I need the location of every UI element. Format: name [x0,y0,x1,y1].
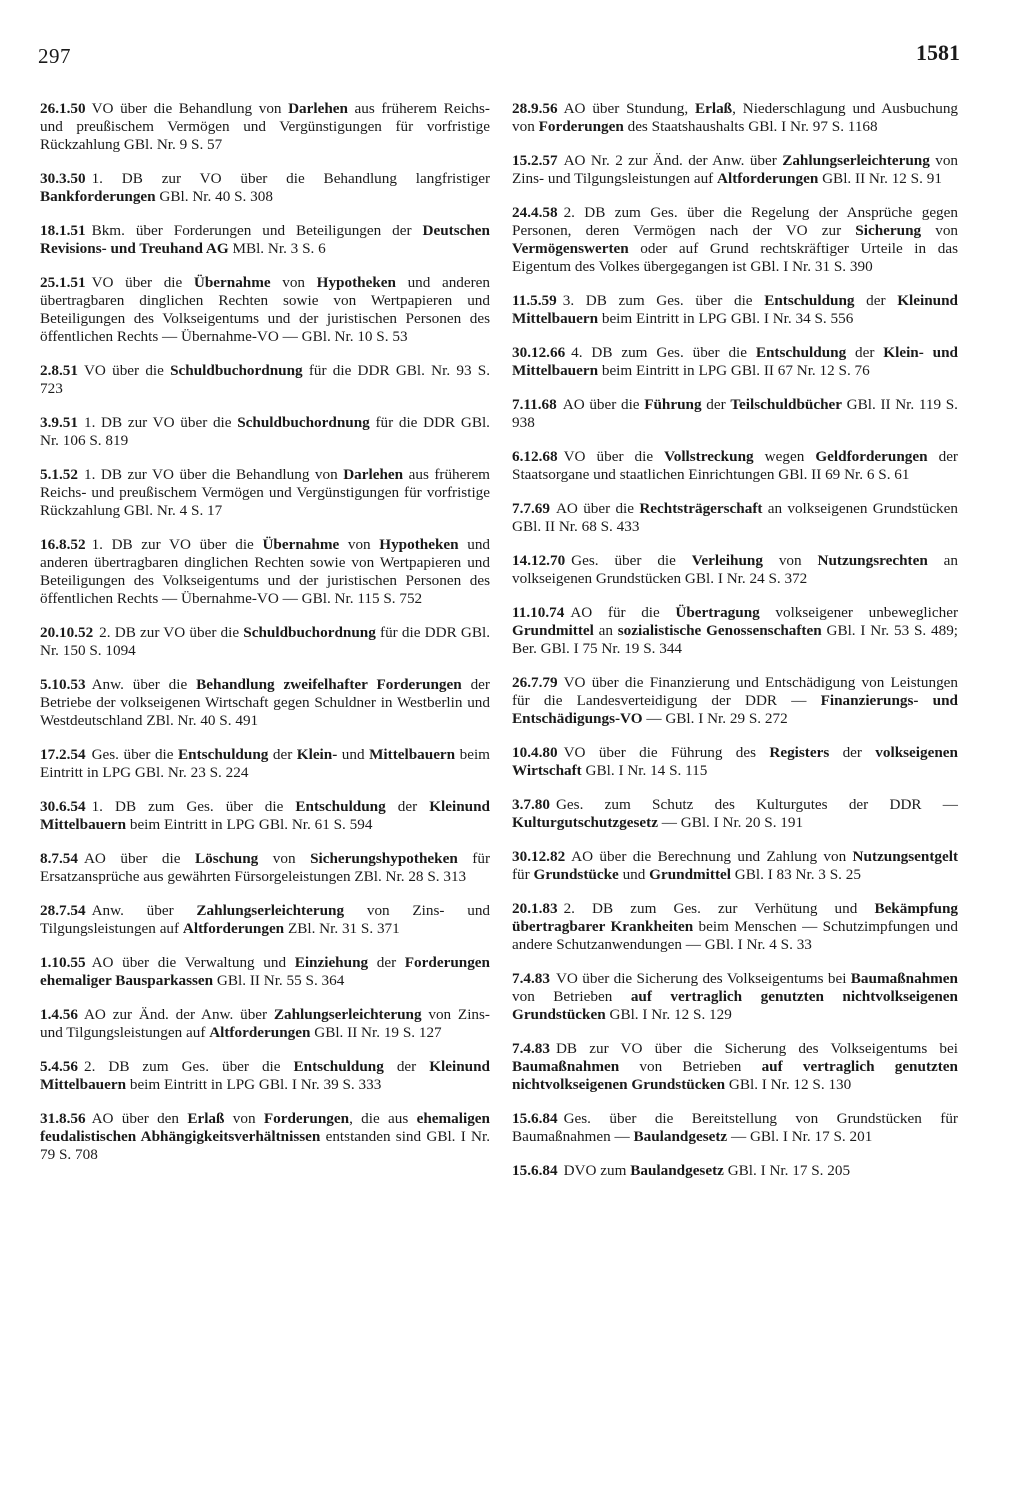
entry-keyword: Forderungen [263,1110,350,1127]
entry-date: 25.1.51 [40,274,86,291]
index-entry [512,100,958,136]
entry-keyword: Baulandgesetz [630,1162,724,1179]
entry-text: AO über Stundung, [563,100,695,117]
entry-keyword: Kleinund Mittelbauern [512,292,958,327]
index-entry [512,500,958,536]
entry-text: , Niederschlagung und Ausbuchung von [512,100,959,135]
entry-keyword: Nutzungsrechten [817,552,928,569]
entry-text: an [593,622,618,639]
entry-text: MBl. Nr. 3 S. 6 [228,240,326,257]
entry-date: 1.4.56 [40,1006,78,1023]
entry-text: und [618,866,650,883]
entry-text: VO über die [83,362,171,379]
entry-date: 7.4.83 [512,1040,550,1057]
index-entry [40,466,490,520]
entry-keyword: Schuldbuchordnung [237,414,370,431]
entry-text: GBl. I Nr. 12 S. 129 [605,1006,732,1023]
index-entry [40,274,490,346]
entry-text: und anderen übertragbaren dinglichen Rechten sowie von Wertpapieren und Beteiligungen des Volkseigentums und der juristischen Personen des öffentlichen Rechts — Übernahme-VO — GBl. Nr. 10 S. 53 [40,274,491,345]
entry-text: und [337,746,370,763]
entry-keyword: Darlehen [343,466,404,483]
entry-text: 3. DB zum Ges. über die [562,292,765,309]
entry-text: VO über die Führung des [563,744,770,761]
index-entry [40,536,490,608]
entry-date: 17.2.54 [40,746,86,763]
entry-keyword: Finanzierungs- und Entschädigungs-VO [512,692,958,727]
entry-keyword: Darlehen [288,100,348,117]
entry-text: 2. DB zur VO über die [99,624,244,641]
index-entry [512,848,958,884]
entry-date: 1.10.55 [40,954,86,971]
entry-date: 31.8.56 [40,1110,86,1127]
index-entry [40,954,490,990]
entry-keyword: Entschuldung [764,292,855,309]
entry-keyword: Klein- und Mittelbauern [512,344,958,379]
index-entry [512,674,958,728]
entry-text: an volkseigenen Grundstücken GBl. II Nr. 68 S. 433 [512,500,958,535]
entry-text: — GBl. I Nr. 29 S. 272 [642,710,788,727]
entry-date: 30.12.66 [512,344,566,361]
entry-keyword: Vollstreckung [664,448,754,465]
entry-keyword: Entschuldung [295,798,386,815]
index-entry [512,152,958,188]
entry-text: der [854,292,898,309]
entry-text: GBl. I Nr. 53 S. 489; Ber. GBl. I 75 Nr. 19 S. 344 [512,622,959,657]
entry-date: 26.7.79 [512,674,558,691]
entry-keyword: Sicherung [855,222,922,239]
entry-text: der Betriebe der volkseigenen Wirtschaft gegen Schuldner in Westberlin und Westdeutschland ZBl. Nr. 40 S. 491 [40,676,490,729]
entry-keyword: Bankforderungen [40,188,156,205]
entry-keyword: Führung [644,396,702,413]
entry-date: 5.4.56 [40,1058,78,1075]
entry-date: 20.1.83 [512,900,558,917]
entry-keyword: Bekämpfung übertragbarer Krankheiten [512,900,958,935]
entry-date: 10.4.80 [512,744,558,761]
entry-text: aus früherem Reichs- und preußischem Vermögen und Vergünstigungen für vorfristige Rückzahlung GBl. Nr. 4 S. 17 [40,466,491,519]
index-entry [40,170,490,206]
entry-text: 1. DB zur VO über die Behandlung langfristiger [91,170,490,187]
entry-date: 28.9.56 [512,100,558,117]
entry-text: Anw. über [91,902,197,919]
entry-keyword: Sicherungshypotheken [310,850,458,867]
entry-text: wegen [753,448,816,465]
entry-text: DB zur VO über die Sicherung des Volkseigentums bei [555,1040,958,1057]
entry-text: für die DDR GBl. Nr. 106 S. 819 [40,414,490,449]
entry-date: 8.7.54 [40,850,78,867]
entry-text: von [762,552,818,569]
entry-text: von Zins- und Tilgungsleistungen auf [40,902,491,937]
page-number-left: 297 [38,44,71,68]
entry-date: 15.6.84 [512,1162,558,1179]
entry-text: VO über die Behandlung von [91,100,289,117]
entry-date: 30.6.54 [40,798,86,815]
entry-date: 16.8.52 [40,536,86,553]
index-entry [512,292,958,328]
entry-keyword: Vermögenswerten [512,240,629,257]
entry-keyword: Forderungen [538,118,624,135]
entry-date: 28.7.54 [40,902,86,919]
index-entry [512,604,958,658]
index-entry [512,396,958,432]
entry-text: für Ersatzansprüche aus gewährten Fürsorgeleistungen ZBl. Nr. 28 S. 313 [40,850,490,885]
entry-text: des Staatshaushalts GBl. I Nr. 97 S. 1168 [623,118,878,135]
entry-text: der [846,344,884,361]
index-entry [512,344,958,380]
entry-text: AO über die [562,396,645,413]
entry-text: für die DDR GBl. Nr. 93 S. 723 [40,362,490,397]
entry-text: von Zins- und Tilgungsleistungen auf [512,152,958,187]
entry-text: Bkm. über Forderungen und Beteiligungen der [91,222,423,239]
index-entry [512,1162,958,1180]
entry-date: 15.2.57 [512,152,558,169]
entry-date: 11.10.74 [512,604,565,621]
entry-text: beim Eintritt in LPG GBl. II 67 Nr. 12 S. 76 [598,362,870,379]
entry-date: 14.12.70 [512,552,566,569]
entry-text: beim Menschen — Schutzimpfungen und andere Schutzanwendungen — GBl. I Nr. 4 S. 33 [512,918,958,953]
entry-text: der [701,396,731,413]
index-entry [40,222,490,258]
entry-keyword: Deutschen Revisions- und Treuhand AG [40,222,490,257]
entry-keyword: Schuldbuchordnung [170,362,303,379]
entry-keyword: Altforderungen [182,920,285,937]
entry-keyword: Rechtsträgerschaft [639,500,763,517]
entry-keyword: Registers [769,744,830,761]
entry-text: GBl. I Nr. 12 S. 130 [725,1076,852,1093]
entry-text: beim Eintritt in LPG GBl. Nr. 61 S. 594 [126,816,373,833]
entry-text: der [268,746,297,763]
entry-keyword: Altforderungen [209,1024,311,1041]
entry-text: — GBl. I Nr. 20 S. 191 [657,814,804,831]
index-entry [40,798,490,834]
entry-keyword: Erlaß [187,1110,225,1127]
entry-text: Ges. über die [571,552,692,569]
entry-text: ZBl. Nr. 31 S. 371 [284,920,400,937]
right-column [512,100,958,1196]
entry-keyword: Kulturgutschutzgesetz [512,814,658,831]
index-entry [40,902,490,938]
entry-text: Anw. über die [91,676,197,693]
entry-date: 6.12.68 [512,448,558,465]
entry-text: entstanden sind GBl. I Nr. 79 S. 708 [40,1128,490,1163]
index-entry [512,1110,958,1146]
entry-text: von Betrieben [512,988,631,1005]
entry-date: 7.7.69 [512,500,550,517]
entry-text: AO über die Berechnung und Zahlung von [571,848,853,865]
entry-date: 18.1.51 [40,222,86,239]
index-entry [40,1006,490,1042]
entry-keyword: Grundmittel [649,866,731,883]
entry-text: 2. DB zum Ges. über die Regelung der Ansprüche gegen Personen, deren Vermögen nach der VO zur [512,204,958,239]
entry-date: 5.10.53 [40,676,86,693]
entry-text: — GBl. I Nr. 17 S. 201 [727,1128,873,1145]
index-entry [512,796,958,832]
entry-keyword: ehemaligen feudalistischen Abhängigkeitsverhältnissen [40,1110,490,1145]
entry-keyword: sozialistische Genossenschaften [617,622,822,639]
entry-keyword: Übernahme [193,274,271,291]
entry-keyword: Baulandgesetz [633,1128,728,1145]
entry-text: der [385,798,430,815]
entry-keyword: Teilschuldbücher [730,396,843,413]
entry-text: GBl. Nr. 40 S. 308 [155,188,273,205]
entry-keyword: Schuldbuchordnung [243,624,376,641]
entry-text: der [368,954,405,971]
entry-keyword: Altforderungen [717,170,819,187]
index-entry [512,448,958,484]
entry-keyword: Zahlungserleichterung [273,1006,422,1023]
entry-text: oder auf Grund rechtskräftiger Urteile in das Eigentum des Volkes übergegangen ist GBl. I Nr. 31 S. 390 [512,240,958,275]
entry-text: GBl. I Nr. 14 S. 115 [581,762,708,779]
index-entry [512,552,958,588]
entry-keyword: Entschuldung [755,344,847,361]
entry-date: 30.3.50 [40,170,86,187]
entry-text: beim Eintritt in LPG GBl. Nr. 23 S. 224 [40,746,490,781]
left-column [40,100,490,1180]
index-entry [40,362,490,398]
entry-text: von Zins- und Tilgungsleistungen auf [40,1006,490,1041]
entry-date: 2.8.51 [40,362,78,379]
entry-text: , die aus [349,1110,417,1127]
index-entry [40,676,490,730]
entry-keyword: Geldforderungen [815,448,928,465]
entry-date: 7.11.68 [512,396,557,413]
entry-text: von [224,1110,264,1127]
entry-text: 4. DB zum Ges. über die [571,344,756,361]
entry-keyword: Übernahme [262,536,340,553]
entry-date: 11.5.59 [512,292,557,309]
entry-date: 3.9.51 [40,414,78,431]
entry-text: beim Eintritt in LPG GBl. I Nr. 34 S. 556 [598,310,854,327]
index-entry [512,970,958,1024]
entry-text: AO für die [570,604,676,621]
index-entry [40,1058,490,1094]
index-entry [40,624,490,660]
index-entry [40,1110,490,1164]
entry-text: für die DDR GBl. Nr. 150 S. 1094 [40,624,490,659]
entry-date: 15.6.84 [512,1110,558,1127]
entry-text: von [921,222,959,239]
index-entry [512,1040,958,1094]
entry-text: Ges. über die Bereitstellung von Grundstücken für Baumaßnahmen — [512,1110,958,1145]
entry-text: 1. DB zur VO über die [91,536,263,553]
index-entry [40,100,490,154]
entry-keyword: Baumaßnahmen [512,1058,620,1075]
entry-keyword: Hypotheken [316,274,396,291]
entry-date: 24.4.58 [512,204,558,221]
entry-keyword: Baumaßnahmen [850,970,958,987]
entry-text: 1. DB zur VO über die [83,414,238,431]
entry-text: 2. DB zum Ges. über die [83,1058,294,1075]
entry-text: GBl. I 83 Nr. 3 S. 25 [730,866,861,883]
entry-text: AO über die Verwaltung und [91,954,295,971]
entry-text: VO über die Sicherung des Volkseigentums bei [555,970,851,987]
entry-keyword: Grundstücke [533,866,619,883]
entry-text: für [512,866,534,883]
index-entry [40,746,490,782]
entry-date: 5.1.52 [40,466,78,483]
entry-keyword: Entschuldung [293,1058,384,1075]
entry-keyword: Mittelbauern [369,746,456,763]
entry-text: DVO zum [563,1162,631,1179]
entry-text: 1. DB zur VO über die Behandlung von [83,466,344,483]
entry-text: von [339,536,380,553]
entry-keyword: Klein- [296,746,338,763]
entry-keyword: Behandlung zweifelhafter Forderungen [196,676,462,693]
index-entry [512,744,958,780]
entry-text: AO zur Änd. der Anw. über [83,1006,274,1023]
entry-keyword: Löschung [194,850,259,867]
entry-keyword: Hypotheken [379,536,459,553]
entry-keyword: Kleinund Mittelbauern [40,798,490,833]
entry-keyword: Forderungen ehemaliger Bausparkassen [40,954,490,989]
entry-text: VO über die [563,448,665,465]
index-entry [40,414,490,450]
entry-date: 26.1.50 [40,100,86,117]
entry-text: VO über die [91,274,194,291]
entry-text: an volkseigenen Grundstücken GBl. I Nr. 24 S. 372 [512,552,959,587]
entry-keyword: Kleinund Mittelbauern [40,1058,490,1093]
entry-text: der Staatsorgane und staatlichen Einrichtungen GBl. II 69 Nr. 6 S. 61 [512,448,958,483]
index-entry [40,850,490,886]
entry-keyword: Zahlungserleichterung [196,902,345,919]
entry-text: 1. DB zum Ges. über die [91,798,296,815]
entry-text: AO Nr. 2 zur Änd. der Anw. über [563,152,783,169]
entry-text: 2. DB zum Ges. zur Verhütung und [563,900,875,917]
entry-text: AO über die [83,850,195,867]
entry-text: GBl. I Nr. 17 S. 205 [723,1162,851,1179]
entry-text: der [383,1058,430,1075]
entry-text: von Betrieben [619,1058,762,1075]
entry-date: 7.4.83 [512,970,550,987]
entry-keyword: Einziehung [294,954,369,971]
entry-keyword: Zahlungserleichterung [782,152,930,169]
entry-keyword: Grundmittel [512,622,594,639]
entry-text: GBl. II Nr. 12 S. 91 [818,170,942,187]
entry-text: VO über die Finanzierung und Entschädigung von Leistungen für die Landesverteidigung der DDR — [512,674,958,709]
page-number-right: 1581 [916,40,960,65]
entry-text: volkseigener unbeweglicher [759,604,958,621]
entry-keyword: auf vertraglich genutzten nichtvolkseigenen Grundstücken [512,1058,958,1093]
entry-text: GBl. II Nr. 119 S. 938 [512,396,958,431]
entry-keyword: Entschuldung [178,746,269,763]
entry-date: 3.7.80 [512,796,550,813]
entry-date: 30.12.82 [512,848,566,865]
entry-text: von [270,274,317,291]
index-entry [512,204,958,276]
entry-text: Ges. über die [91,746,179,763]
entry-text: von [258,850,311,867]
entry-text: AO über den [91,1110,188,1127]
entry-text: und anderen übertragbaren dinglichen Rechten sowie von Wertpapieren und Beteiligungen des Volkseigentums und der juristischen Personen des öffentlichen Rechts — Übernahme-VO — GBl. Nr. 115 S. 752 [40,536,491,607]
entry-keyword: Erlaß [694,100,733,117]
entry-text: Ges. zum Schutz des Kulturgutes der DDR — [555,796,958,813]
index-entry [512,900,958,954]
entry-keyword: volkseigenen Wirtschaft [512,744,958,779]
entry-text: GBl. II Nr. 19 S. 127 [310,1024,442,1041]
entry-text: aus früherem Reichs- und preußischem Vermögen und Vergünstigungen für vorfristige Rückzahlung GBl. Nr. 9 S. 57 [40,100,490,153]
entry-text: GBl. II Nr. 55 S. 364 [213,972,345,989]
entry-keyword: Nutzungsentgelt [852,848,958,865]
entry-text: beim Eintritt in LPG GBl. I Nr. 39 S. 333 [126,1076,382,1093]
entry-keyword: auf vertraglich genutzten nichtvolkseigenen Grundstücken [512,988,958,1023]
entry-keyword: Übertragung [675,604,760,621]
entry-keyword: Verleihung [691,552,763,569]
entry-text: der [829,744,876,761]
entry-text: AO über die [555,500,640,517]
entry-date: 20.10.52 [40,624,94,641]
